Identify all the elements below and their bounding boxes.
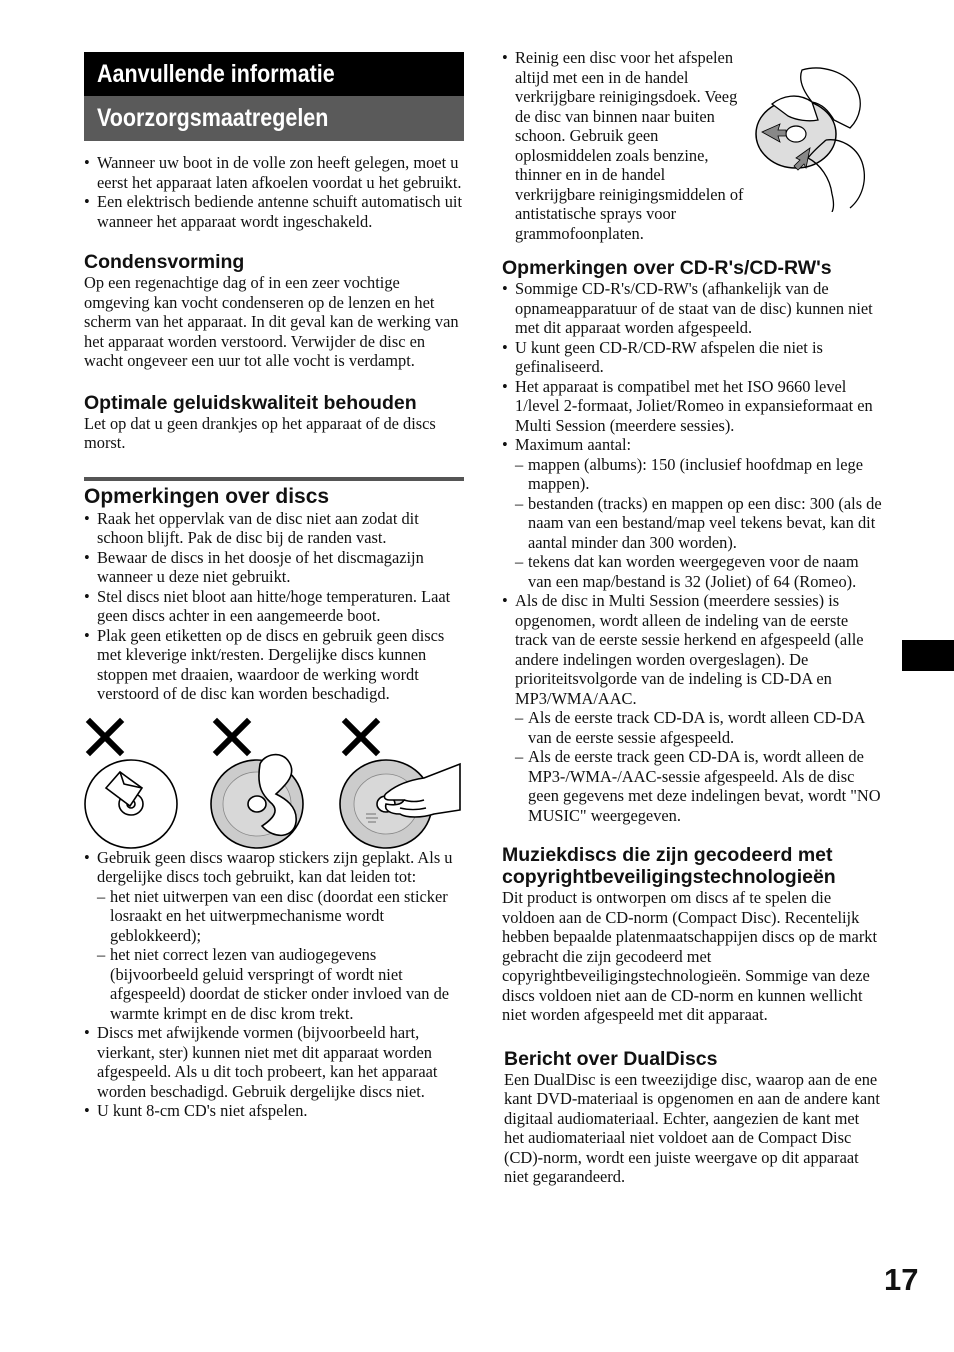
- cdr-heading: Opmerkingen over CD-R's/CD-RW's: [502, 257, 832, 279]
- cross-icon: [217, 722, 247, 752]
- list-item: – het niet uitwerpen van een disc (doordat een sticker losraakt en het uitwerpmechanisme wordt geblokkeerd);: [97, 887, 464, 946]
- disc-warning-figure: [84, 714, 464, 854]
- page-number: 17: [884, 1262, 919, 1297]
- disc-cleaning-illustration: [752, 62, 882, 212]
- sound-quality-heading: Optimale geluidskwaliteit behouden: [84, 391, 417, 414]
- intro-list: [84, 153, 464, 231]
- cross-icon: [90, 722, 120, 752]
- copyright-text: Dit product is ontworpen om discs af te spelen die voldoen aan de CD-norm (Compact Disc). Recentelijk hebben bepaalde platenmaatschappijen discs op de markt gebracht die zijn gecodeerd met copyrightbeveiligingstechnologieën. Sommige van deze discs voldoen niet aan de CD-norm en kunnen wellicht niet worden afgespeeld met dit apparaat.: [502, 888, 878, 1024]
- copyright-heading: Muziekdiscs die zijn gecodeerd met copyrightbeveiligingstechnologieën: [502, 844, 836, 888]
- max-count-label: Maximum aantal:: [515, 435, 632, 454]
- dualdisc-heading: Bericht over DualDiscs: [504, 1047, 718, 1070]
- heart-disc-icon: [211, 754, 303, 847]
- list-item: • Raak het oppervlak van de disc niet aan zodat dit schoon blijft. Pak de disc bij de randen vast.: [84, 509, 464, 548]
- list-item: • Wanneer uw boot in de volle zon heeft gelegen, moet u eerst het apparaat laten afkoelen voordat u het gebruikt.: [84, 153, 464, 192]
- list-item: • U kunt geen CD-R/CD-RW afspelen die niet is gefinaliseerd.: [502, 338, 882, 377]
- cleaning-text: • Reinig een disc voor het afspelen altijd met een in de handel verkrijgbare reinigingsdoek. Veeg de disc van binnen naar buiten schoon. Gebruik geen oplosmiddelen zoals benzine, thinner en in de handel verkrijgbare reinigingsmiddelen of antistatische sprays voor grammofoonplaten.: [515, 48, 744, 243]
- sticker-list: [84, 848, 464, 1121]
- sound-quality-text: Let op dat u geen drankjes op het apparaat of de discs morst.: [84, 413, 436, 452]
- disc-label-hand-icon: [340, 760, 460, 848]
- sticker-bullet-text: Gebruik geen discs waarop stickers zijn geplakt. Als u dergelijke discs toch gebruikt, kan dat leiden tot:: [97, 847, 453, 886]
- list-item: [502, 435, 882, 591]
- section-title: Aanvullende informatie: [97, 60, 335, 88]
- section-divider: [84, 477, 464, 509]
- multisession-sublist: [515, 708, 882, 825]
- disc-cleaning-icon: [752, 62, 882, 212]
- disc-warning-illustrations: [84, 714, 464, 854]
- condensation-text: Op een regenachtige dag of in een zeer vochtige omgeving kan vocht condenseren op de lenzen en het scherm van het apparaat. In dit geval kan de werking van het apparaat worden verstoord. Verwijder de disc en wacht ongeveer een uur tot alle vocht is verdampt.: [84, 273, 459, 370]
- list-item: • Het apparaat is compatibel met het ISO 9660 level 1/level 2-formaat, Joliet/Romeo in expansieformaat en Multi Session (meerdere sessies).: [502, 377, 882, 436]
- list-item: – bestanden (tracks) en mappen op een disc: 300 (als de naam van een bestand/map veel tekens bevat, kan dit aantal minder dan 300 worden).: [515, 494, 882, 553]
- dualdisc-text: Een DualDisc is een tweezijdige disc, waarop aan de ene kant DVD-materiaal is opgenomen en aan de andere kant digitaal audiomateriaal. Echter, aangezien de kant met het audiomateriaal niet voldoet aan de Compact Disc (CD)-norm, wordt een juiste weergave op dit apparaat niet gegarandeerd.: [504, 1069, 880, 1186]
- list-item: • U kunt 8-cm CD's niet afspelen.: [84, 1101, 464, 1121]
- section-title-banner: [84, 52, 464, 96]
- max-count-sublist: [515, 455, 882, 592]
- sticker-sublist: [97, 887, 464, 1024]
- condensation-heading: Condensvorming: [84, 251, 245, 273]
- discs-list: [84, 509, 464, 704]
- subsection-title-banner: [84, 96, 464, 141]
- discs-heading: Opmerkingen over discs: [84, 484, 330, 508]
- list-item: • Stel discs niet bloot aan hitte/hoge temperaturen. Laat geen discs achter in een aangemeerde boot.: [84, 587, 464, 626]
- list-item: – het niet correct lezen van audiogegevens (bijvoorbeeld geluid verspringt of wordt niet afgespeeld) doordat de sticker onder invloed van de warmte krimpt en de disc krom trekt.: [97, 945, 464, 1023]
- list-item: – Als de eerste track CD-DA is, wordt alleen CD-DA van de eerste sessie afgespeeld.: [515, 708, 882, 747]
- list-item: • Discs met afwijkende vormen (bijvoorbeeld hart, vierkant, ster) kunnen niet met dit apparaat worden afgespeeld. Als u dit toch probeert, kan het apparaat worden beschadigd. Gebruik dergelijke discs niet.: [84, 1023, 464, 1101]
- list-item: [84, 848, 464, 1024]
- multisession-text: Als de disc in Multi Session (meerdere sessies) is opgenomen, wordt alleen de indeling van de eerste track van de eerste sessie herkend en afgespeeld (alle andere indelingen worden overgeslagen). De prioriteitsvolgorde van de indeling is CD-DA en MP3/WMA/AAC.: [515, 591, 864, 708]
- disc-with-sticker-icon: [85, 760, 177, 848]
- list-item: • Plak geen etiketten op de discs en gebruik geen discs met kleverige inkt/resten. Dergelijke discs kunnen stoppen met draaien, waardoor de werking wordt verstoord of de disc kan worden beschadigd.: [84, 626, 464, 704]
- list-item: – mappen (albums): 150 (inclusief hoofdmap en lege mappen).: [515, 455, 882, 494]
- left-column: [84, 52, 464, 1121]
- list-item: • Sommige CD-R's/CD-RW's (afhankelijk van de opnameapparatuur of de staat van de disc) kunnen niet met dit apparaat worden afgespeeld.: [502, 279, 882, 338]
- subsection-title: Voorzorgsmaatregelen: [97, 104, 329, 132]
- list-item: • Bewaar de discs in het doosje of het discmagazijn wanneer u deze niet gebruikt.: [84, 548, 464, 587]
- cdr-list: [502, 279, 882, 825]
- list-item: [502, 591, 882, 825]
- cross-icon: [346, 722, 376, 752]
- list-item: – tekens dat kan worden weergegeven voor de naam van een map/bestand is 32 (Joliet) of 64 (Romeo).: [515, 552, 882, 591]
- list-item: – Als de eerste track geen CD-DA is, wordt alleen de MP3-/WMA-/AAC-sessie afgespeeld. Als de disc geen gegevens met deze indelingen bevat, wordt "NO MUSIC" weergegeven.: [515, 747, 882, 825]
- right-column: [502, 48, 882, 1187]
- list-item: • Een elektrisch bediende antenne schuift automatisch uit wanneer het apparaat wordt ingeschakeld.: [84, 192, 464, 231]
- chapter-tab-marker: [902, 640, 954, 671]
